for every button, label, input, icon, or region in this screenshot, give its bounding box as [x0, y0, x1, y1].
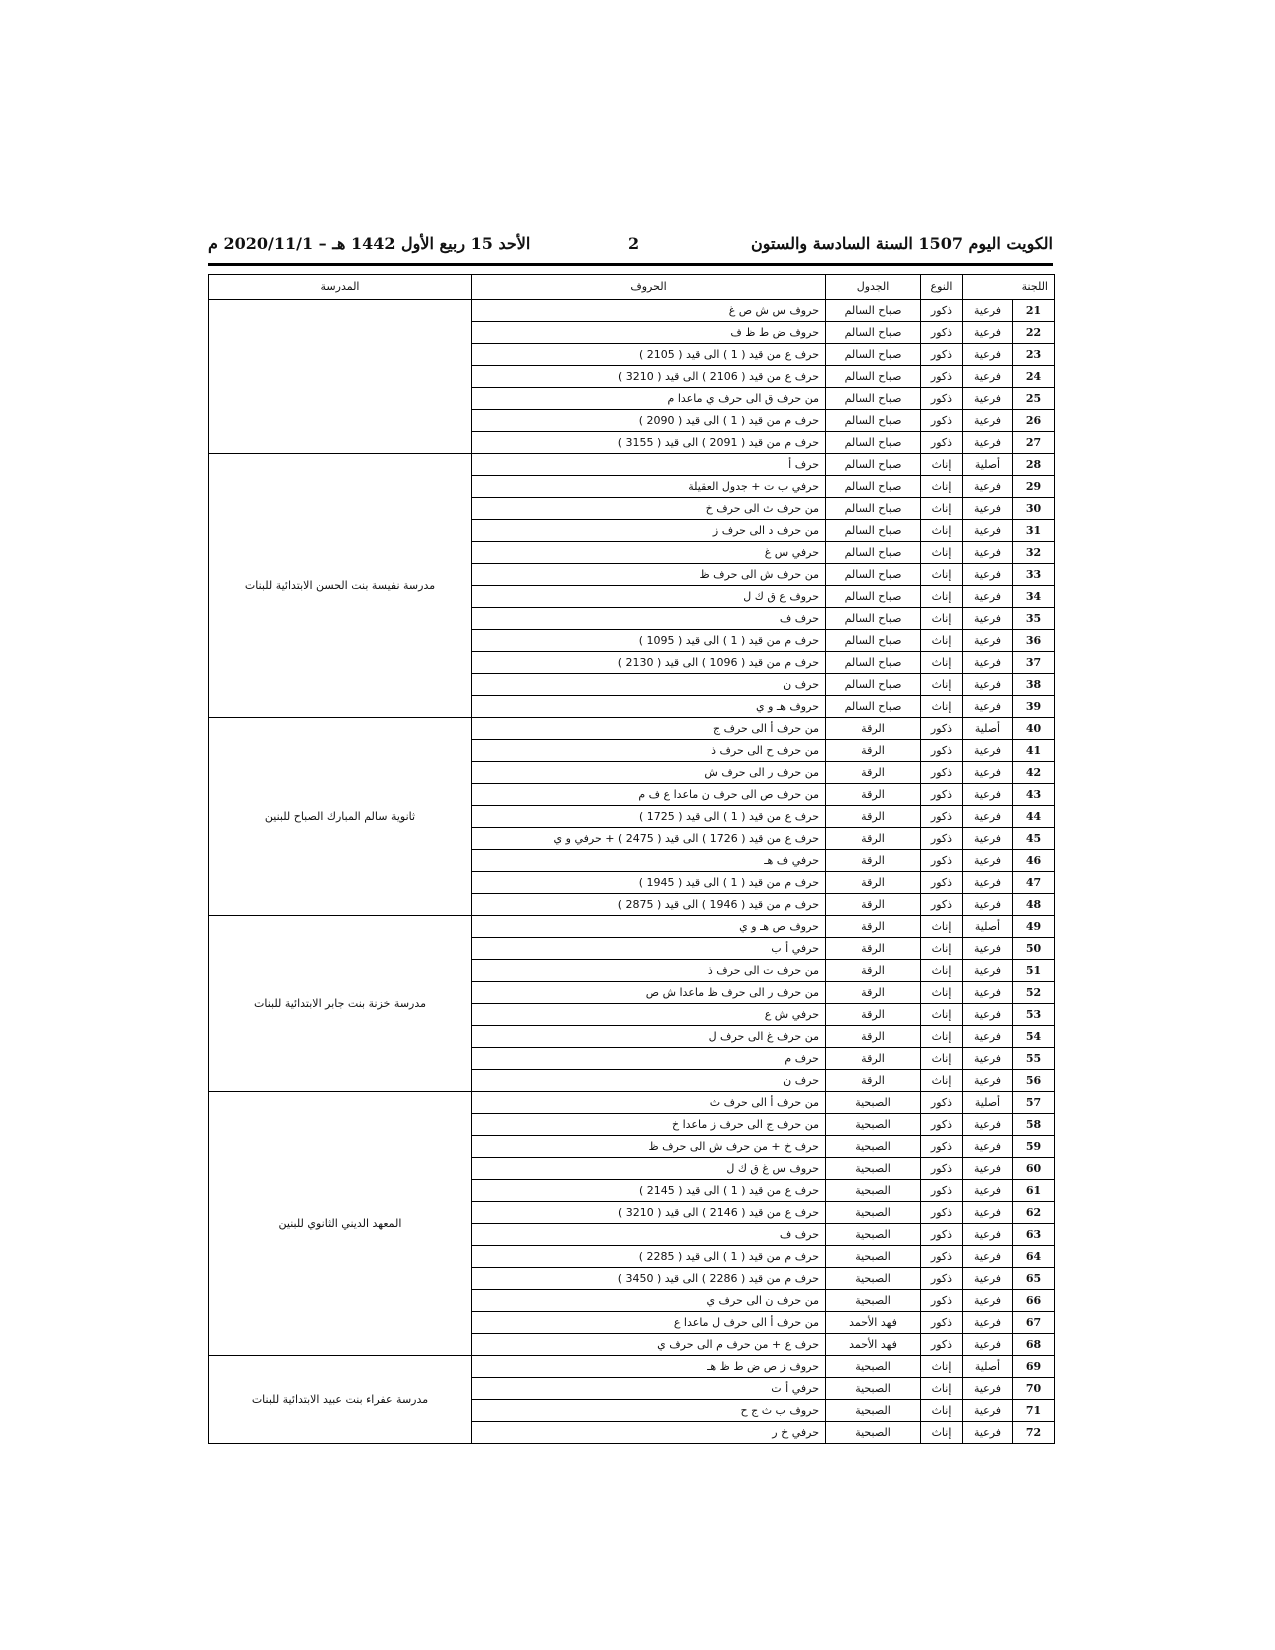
column-header-committee: اللجنة: [963, 275, 1055, 300]
committee-number: 68: [1013, 1334, 1055, 1356]
committee-number: 58: [1013, 1114, 1055, 1136]
electoral-table: صباح السالم: [826, 520, 921, 542]
voter-gender: ذكور: [921, 1312, 963, 1334]
committee-number: 62: [1013, 1202, 1055, 1224]
committee-number: 50: [1013, 938, 1055, 960]
electoral-table: الصبحية: [826, 1114, 921, 1136]
electoral-table: الرقة: [826, 1026, 921, 1048]
voter-gender: إناث: [921, 1004, 963, 1026]
column-header-school: المدرسة: [209, 275, 472, 300]
committee-number: 69: [1013, 1356, 1055, 1378]
electoral-table: الرقة: [826, 1004, 921, 1026]
letters-range: حرف ف: [472, 1224, 826, 1246]
voter-gender: إناث: [921, 630, 963, 652]
voter-gender: ذكور: [921, 322, 963, 344]
committee-number: 21: [1013, 300, 1055, 322]
committee-kind: فرعية: [963, 520, 1013, 542]
committee-kind: أصلية: [963, 718, 1013, 740]
committee-kind: فرعية: [963, 630, 1013, 652]
committee-kind: فرعية: [963, 740, 1013, 762]
letters-range: من حرف ش الى حرف ظ: [472, 564, 826, 586]
committee-number: 23: [1013, 344, 1055, 366]
letters-range: حرف ع من قيد ( 1 ) الى قيد ( 2105 ): [472, 344, 826, 366]
table-row: [209, 300, 1055, 322]
committee-kind: فرعية: [963, 476, 1013, 498]
voter-gender: إناث: [921, 916, 963, 938]
school-name: مدرسة عفراء بنت عبيد الابتدائية للبنات: [209, 1356, 472, 1444]
committee-kind: فرعية: [963, 806, 1013, 828]
committee-kind: فرعية: [963, 542, 1013, 564]
electoral-table: الصبحية: [826, 1092, 921, 1114]
committee-number: 31: [1013, 520, 1055, 542]
committee-number: 38: [1013, 674, 1055, 696]
voter-gender: إناث: [921, 498, 963, 520]
letters-range: حرف ن: [472, 674, 826, 696]
electoral-table: الرقة: [826, 806, 921, 828]
committee-number: 53: [1013, 1004, 1055, 1026]
letters-range: حرفي ف هـ: [472, 850, 826, 872]
voter-gender: إناث: [921, 960, 963, 982]
letters-range: من حرف ت الى حرف ذ: [472, 960, 826, 982]
electoral-table: صباح السالم: [826, 542, 921, 564]
letters-range: حرفي ب ت + جدول العقيلة: [472, 476, 826, 498]
table-row: [209, 1092, 1055, 1114]
committee-kind: فرعية: [963, 784, 1013, 806]
committee-number: 57: [1013, 1092, 1055, 1114]
voter-gender: ذكور: [921, 806, 963, 828]
voter-gender: إناث: [921, 674, 963, 696]
committees-table: [208, 274, 1055, 1444]
letters-range: من حرف ن الى حرف ي: [472, 1290, 826, 1312]
committee-kind: فرعية: [963, 828, 1013, 850]
voter-gender: إناث: [921, 1400, 963, 1422]
voter-gender: ذكور: [921, 784, 963, 806]
committee-kind: فرعية: [963, 410, 1013, 432]
electoral-table: الرقة: [826, 850, 921, 872]
voter-gender: ذكور: [921, 1158, 963, 1180]
letters-range: حرف م من قيد ( 1 ) الى قيد ( 1945 ): [472, 872, 826, 894]
letters-range: حرف ع من قيد ( 1 ) الى قيد ( 1725 ): [472, 806, 826, 828]
voter-gender: ذكور: [921, 872, 963, 894]
committee-kind: فرعية: [963, 300, 1013, 322]
letters-range: حرف أ: [472, 454, 826, 476]
committee-kind: فرعية: [963, 1422, 1013, 1444]
voter-gender: ذكور: [921, 762, 963, 784]
committee-kind: أصلية: [963, 454, 1013, 476]
committee-kind: فرعية: [963, 1202, 1013, 1224]
electoral-table: الرقة: [826, 828, 921, 850]
committee-number: 66: [1013, 1290, 1055, 1312]
committee-number: 67: [1013, 1312, 1055, 1334]
committee-number: 39: [1013, 696, 1055, 718]
committee-number: 70: [1013, 1378, 1055, 1400]
committee-kind: فرعية: [963, 1224, 1013, 1246]
committee-number: 54: [1013, 1026, 1055, 1048]
committee-number: 64: [1013, 1246, 1055, 1268]
voter-gender: إناث: [921, 696, 963, 718]
committee-number: 22: [1013, 322, 1055, 344]
committee-number: 48: [1013, 894, 1055, 916]
electoral-table: صباح السالم: [826, 564, 921, 586]
committee-number: 63: [1013, 1224, 1055, 1246]
letters-range: حرف ع من قيد ( 1 ) الى قيد ( 2145 ): [472, 1180, 826, 1202]
electoral-table: الرقة: [826, 960, 921, 982]
header-rule: [208, 263, 1053, 266]
voter-gender: ذكور: [921, 410, 963, 432]
letters-range: حرف ع + من حرف م الى حرف ي: [472, 1334, 826, 1356]
voter-gender: إناث: [921, 1026, 963, 1048]
letters-range: من حرف أ الى حرف ث: [472, 1092, 826, 1114]
voter-gender: ذكور: [921, 388, 963, 410]
committee-number: 51: [1013, 960, 1055, 982]
electoral-table: الصبحية: [826, 1224, 921, 1246]
letters-range: من حرف ح الى حرف ذ: [472, 740, 826, 762]
issue-date: الأحد 15 ربيع الأول 1442 هـ – 2020/11/1 م: [208, 234, 531, 253]
committee-number: 46: [1013, 850, 1055, 872]
letters-range: من حرف أ الى حرف ل ماعدا ع: [472, 1312, 826, 1334]
committee-number: 36: [1013, 630, 1055, 652]
voter-gender: إناث: [921, 1378, 963, 1400]
voter-gender: ذكور: [921, 718, 963, 740]
committee-kind: فرعية: [963, 1180, 1013, 1202]
committee-kind: فرعية: [963, 1400, 1013, 1422]
letters-range: حروف ز ص ض ط ظ هـ: [472, 1356, 826, 1378]
committee-number: 35: [1013, 608, 1055, 630]
school-name: ثانوية سالم المبارك الصباح للبنين: [209, 718, 472, 916]
voter-gender: ذكور: [921, 300, 963, 322]
committee-kind: فرعية: [963, 1334, 1013, 1356]
committee-number: 60: [1013, 1158, 1055, 1180]
letters-range: حرف م من قيد ( 1 ) الى قيد ( 1095 ): [472, 630, 826, 652]
letters-range: حروف هـ و ي: [472, 696, 826, 718]
letters-range: من حرف ص الى حرف ن ماعدا ع ف م: [472, 784, 826, 806]
letters-range: حروف ع ق ك ل: [472, 586, 826, 608]
letters-range: حرفي أ ب: [472, 938, 826, 960]
voter-gender: إناث: [921, 520, 963, 542]
committee-number: 56: [1013, 1070, 1055, 1092]
school-name: مدرسة نفيسة بنت الحسن الابتدائية للبنات: [209, 454, 472, 718]
committee-kind: فرعية: [963, 1136, 1013, 1158]
electoral-table: الصبحية: [826, 1246, 921, 1268]
committee-number: 30: [1013, 498, 1055, 520]
voter-gender: ذكور: [921, 1334, 963, 1356]
committee-kind: فرعية: [963, 850, 1013, 872]
committee-number: 43: [1013, 784, 1055, 806]
letters-range: حروف ض ط ظ ف: [472, 322, 826, 344]
electoral-table: الصبحية: [826, 1378, 921, 1400]
voter-gender: إناث: [921, 542, 963, 564]
electoral-table: الصبحية: [826, 1400, 921, 1422]
committee-number: 25: [1013, 388, 1055, 410]
school-name: المعهد الديني الثانوي للبنين: [209, 1092, 472, 1356]
school-name: [209, 300, 472, 454]
committee-number: 32: [1013, 542, 1055, 564]
letters-range: من حرف غ الى حرف ل: [472, 1026, 826, 1048]
letters-range: حرف ف: [472, 608, 826, 630]
column-header-type: النوع: [921, 275, 963, 300]
committee-number: 44: [1013, 806, 1055, 828]
voter-gender: ذكور: [921, 1114, 963, 1136]
committee-kind: فرعية: [963, 366, 1013, 388]
letters-range: حرف ع من قيد ( 2106 ) الى قيد ( 3210 ): [472, 366, 826, 388]
committee-kind: فرعية: [963, 388, 1013, 410]
electoral-table: الرقة: [826, 938, 921, 960]
committee-number: 34: [1013, 586, 1055, 608]
letters-range: من حرف د الى حرف ز: [472, 520, 826, 542]
column-header-letters: الحروف: [472, 275, 826, 300]
voter-gender: ذكور: [921, 1268, 963, 1290]
committee-number: 41: [1013, 740, 1055, 762]
voter-gender: ذكور: [921, 1290, 963, 1312]
voter-gender: إناث: [921, 652, 963, 674]
table-header-row: [209, 275, 1055, 300]
committee-number: 47: [1013, 872, 1055, 894]
voter-gender: إناث: [921, 454, 963, 476]
voter-gender: ذكور: [921, 1092, 963, 1114]
electoral-table: صباح السالم: [826, 696, 921, 718]
voter-gender: ذكور: [921, 1202, 963, 1224]
electoral-table: الرقة: [826, 740, 921, 762]
voter-gender: إناث: [921, 1070, 963, 1092]
voter-gender: ذكور: [921, 432, 963, 454]
committee-kind: أصلية: [963, 1092, 1013, 1114]
committee-kind: أصلية: [963, 916, 1013, 938]
page-header: [208, 232, 1053, 260]
electoral-table: صباح السالم: [826, 586, 921, 608]
electoral-table: صباح السالم: [826, 410, 921, 432]
electoral-table: صباح السالم: [826, 630, 921, 652]
committee-kind: فرعية: [963, 762, 1013, 784]
electoral-table: صباح السالم: [826, 322, 921, 344]
committee-kind: فرعية: [963, 1114, 1013, 1136]
committee-number: 37: [1013, 652, 1055, 674]
electoral-table: صباح السالم: [826, 674, 921, 696]
table-row: [209, 718, 1055, 740]
committee-kind: أصلية: [963, 1356, 1013, 1378]
committee-number: 45: [1013, 828, 1055, 850]
voter-gender: ذكور: [921, 828, 963, 850]
voter-gender: إناث: [921, 1048, 963, 1070]
committee-number: 24: [1013, 366, 1055, 388]
voter-gender: إناث: [921, 608, 963, 630]
committee-kind: فرعية: [963, 696, 1013, 718]
electoral-table: الصبحية: [826, 1356, 921, 1378]
committee-kind: فرعية: [963, 564, 1013, 586]
committee-kind: فرعية: [963, 1158, 1013, 1180]
committee-kind: فرعية: [963, 894, 1013, 916]
committee-kind: فرعية: [963, 1268, 1013, 1290]
committee-number: 29: [1013, 476, 1055, 498]
voter-gender: إناث: [921, 1422, 963, 1444]
letters-range: حرف م من قيد ( 1 ) الى قيد ( 2285 ): [472, 1246, 826, 1268]
letters-range: حرف ع من قيد ( 2146 ) الى قيد ( 3210 ): [472, 1202, 826, 1224]
letters-range: حرفي س غ: [472, 542, 826, 564]
committee-number: 40: [1013, 718, 1055, 740]
letters-range: حرف م من قيد ( 1 ) الى قيد ( 2090 ): [472, 410, 826, 432]
committee-number: 59: [1013, 1136, 1055, 1158]
electoral-table: فهد الأحمد: [826, 1334, 921, 1356]
electoral-table: الرقة: [826, 718, 921, 740]
committee-kind: فرعية: [963, 498, 1013, 520]
committee-number: 27: [1013, 432, 1055, 454]
letters-range: حروف س غ ق ك ل: [472, 1158, 826, 1180]
letters-range: حرف خ + من حرف ش الى حرف ظ: [472, 1136, 826, 1158]
electoral-table: صباح السالم: [826, 454, 921, 476]
voter-gender: ذكور: [921, 894, 963, 916]
committee-kind: فرعية: [963, 938, 1013, 960]
letters-range: من حرف ر الى حرف ظ ماعدا ش ص: [472, 982, 826, 1004]
table-body: [209, 300, 1055, 1444]
letters-range: حرف م من قيد ( 2286 ) الى قيد ( 3450 ): [472, 1268, 826, 1290]
letters-range: من حرف ر الى حرف ش: [472, 762, 826, 784]
column-header-table: الجدول: [826, 275, 921, 300]
committee-kind: فرعية: [963, 1026, 1013, 1048]
committee-number: 72: [1013, 1422, 1055, 1444]
electoral-table: الصبحية: [826, 1422, 921, 1444]
committee-number: 61: [1013, 1180, 1055, 1202]
committee-number: 28: [1013, 454, 1055, 476]
committee-number: 71: [1013, 1400, 1055, 1422]
electoral-table: الصبحية: [826, 1268, 921, 1290]
electoral-table: صباح السالم: [826, 652, 921, 674]
electoral-table: صباح السالم: [826, 476, 921, 498]
electoral-table: صباح السالم: [826, 366, 921, 388]
letters-range: حروف ب ث ج ح: [472, 1400, 826, 1422]
voter-gender: ذكور: [921, 366, 963, 388]
committee-kind: فرعية: [963, 586, 1013, 608]
gazette-title: الكويت اليوم 1507 السنة السادسة والستون: [750, 234, 1053, 253]
electoral-table: الرقة: [826, 1048, 921, 1070]
electoral-table: صباح السالم: [826, 608, 921, 630]
letters-range: من حرف ج الى حرف ز ماعدا خ: [472, 1114, 826, 1136]
electoral-table: صباح السالم: [826, 344, 921, 366]
committee-kind: فرعية: [963, 872, 1013, 894]
voter-gender: ذكور: [921, 740, 963, 762]
electoral-table: صباح السالم: [826, 388, 921, 410]
page-number: 2: [628, 234, 640, 253]
letters-range: حرف م من قيد ( 2091 ) الى قيد ( 3155 ): [472, 432, 826, 454]
committee-kind: فرعية: [963, 1246, 1013, 1268]
committee-kind: فرعية: [963, 1004, 1013, 1026]
committee-kind: فرعية: [963, 1378, 1013, 1400]
letters-range: حرفي خ ر: [472, 1422, 826, 1444]
voter-gender: ذكور: [921, 850, 963, 872]
committee-kind: فرعية: [963, 1070, 1013, 1092]
school-name: مدرسة خزنة بنت جابر الابتدائية للبنات: [209, 916, 472, 1092]
voter-gender: ذكور: [921, 1136, 963, 1158]
letters-range: حروف ص هـ و ي: [472, 916, 826, 938]
letters-range: حروف س ش ص غ: [472, 300, 826, 322]
voter-gender: إناث: [921, 982, 963, 1004]
letters-range: حرفي أ ت: [472, 1378, 826, 1400]
electoral-table: الصبحية: [826, 1180, 921, 1202]
electoral-table: الرقة: [826, 894, 921, 916]
committee-kind: فرعية: [963, 344, 1013, 366]
electoral-table: صباح السالم: [826, 432, 921, 454]
committee-number: 49: [1013, 916, 1055, 938]
table-row: [209, 454, 1055, 476]
committee-number: 33: [1013, 564, 1055, 586]
letters-range: حرفي ش ع: [472, 1004, 826, 1026]
electoral-table: الرقة: [826, 762, 921, 784]
table-row: [209, 916, 1055, 938]
committee-kind: فرعية: [963, 322, 1013, 344]
committee-kind: فرعية: [963, 652, 1013, 674]
voter-gender: إناث: [921, 586, 963, 608]
letters-range: حرف ن: [472, 1070, 826, 1092]
letters-range: من حرف ث الى حرف خ: [472, 498, 826, 520]
letters-range: حرف م من قيد ( 1096 ) الى قيد ( 2130 ): [472, 652, 826, 674]
voter-gender: ذكور: [921, 1246, 963, 1268]
committee-number: 26: [1013, 410, 1055, 432]
voter-gender: إناث: [921, 1356, 963, 1378]
voter-gender: إناث: [921, 938, 963, 960]
letters-range: من حرف ق الى حرف ي ماعدا م: [472, 388, 826, 410]
electoral-table: الرقة: [826, 872, 921, 894]
electoral-table: فهد الأحمد: [826, 1312, 921, 1334]
electoral-table: الرقة: [826, 784, 921, 806]
letters-range: حرف م من قيد ( 1946 ) الى قيد ( 2875 ): [472, 894, 826, 916]
committee-kind: فرعية: [963, 674, 1013, 696]
committee-kind: فرعية: [963, 960, 1013, 982]
committee-kind: فرعية: [963, 1048, 1013, 1070]
committee-kind: فرعية: [963, 608, 1013, 630]
table-row: [209, 1356, 1055, 1378]
voter-gender: إناث: [921, 476, 963, 498]
voter-gender: ذكور: [921, 1224, 963, 1246]
electoral-table: الرقة: [826, 982, 921, 1004]
committee-kind: فرعية: [963, 432, 1013, 454]
committee-number: 55: [1013, 1048, 1055, 1070]
electoral-table: الرقة: [826, 916, 921, 938]
committee-kind: فرعية: [963, 1290, 1013, 1312]
electoral-table: الصبحية: [826, 1158, 921, 1180]
letters-range: من حرف أ الى حرف ج: [472, 718, 826, 740]
committee-kind: فرعية: [963, 1312, 1013, 1334]
voter-gender: إناث: [921, 564, 963, 586]
electoral-table: الرقة: [826, 1070, 921, 1092]
committee-number: 65: [1013, 1268, 1055, 1290]
electoral-table: صباح السالم: [826, 498, 921, 520]
committee-kind: فرعية: [963, 982, 1013, 1004]
letters-range: حرف م: [472, 1048, 826, 1070]
electoral-table: الصبحية: [826, 1290, 921, 1312]
voter-gender: ذكور: [921, 1180, 963, 1202]
letters-range: حرف ع من قيد ( 1726 ) الى قيد ( 2475 ) + حرفي و ي: [472, 828, 826, 850]
electoral-table: صباح السالم: [826, 300, 921, 322]
committee-number: 52: [1013, 982, 1055, 1004]
committee-number: 42: [1013, 762, 1055, 784]
voter-gender: ذكور: [921, 344, 963, 366]
electoral-table: الصبحية: [826, 1202, 921, 1224]
electoral-table: الصبحية: [826, 1136, 921, 1158]
